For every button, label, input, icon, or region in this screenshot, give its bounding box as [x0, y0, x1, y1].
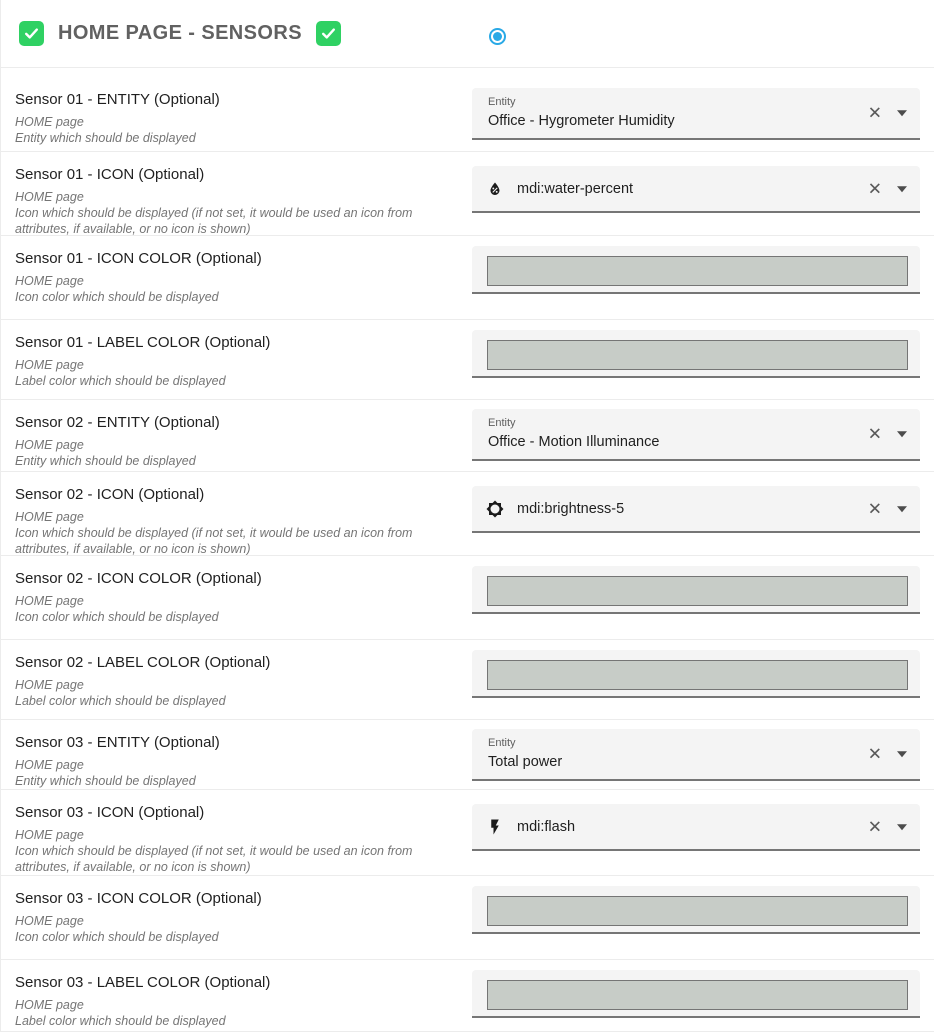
row-description: Icon which should be displayed (if not set, it would be used an icon from attributes, if available, or no icon is shown) [15, 526, 413, 556]
color-text-input[interactable] [487, 256, 908, 286]
row-description: Icon color which should be displayed [15, 610, 219, 624]
row-title: Sensor 01 - ICON (Optional) [15, 166, 205, 183]
config-row-sensor01-entity [1, 68, 934, 152]
config-row-sensor01-label-color [1, 320, 934, 400]
row-description: Icon color which should be displayed [15, 930, 219, 944]
field-label: Entity [488, 96, 516, 108]
check-mark-icon [19, 21, 44, 46]
field-value: Office - Hygrometer Humidity [488, 113, 675, 129]
config-row-sensor03-icon-color [1, 876, 934, 960]
config-row-sensor02-entity [1, 400, 934, 472]
row-subtitle: HOME page [15, 998, 84, 1012]
clear-icon[interactable]: ✕ [867, 424, 882, 444]
row-subtitle: HOME page [15, 914, 84, 928]
chevron-down-icon[interactable] [897, 824, 907, 830]
row-description: Label color which should be displayed [15, 374, 226, 388]
color-field [472, 246, 920, 294]
clear-icon[interactable]: ✕ [867, 103, 882, 123]
row-description: Label color which should be displayed [15, 694, 226, 708]
row-description: Entity which should be displayed [15, 774, 196, 788]
field-value: Total power [488, 754, 563, 770]
config-row-sensor03-entity [1, 720, 934, 790]
row-description: Icon which should be displayed (if not set, it would be used an icon from attributes, if available, or no icon is shown) [15, 206, 413, 236]
color-field [472, 650, 920, 698]
row-description: Icon which should be displayed (if not set, it would be used an icon from attributes, if available, or no icon is shown) [15, 844, 413, 874]
color-text-input[interactable] [487, 340, 908, 370]
chevron-down-icon[interactable] [897, 110, 907, 116]
clear-icon[interactable]: ✕ [867, 179, 882, 198]
color-text-input[interactable] [487, 896, 908, 926]
entity-select[interactable] [472, 88, 920, 140]
entity-select[interactable] [472, 409, 920, 461]
clear-icon[interactable]: ✕ [867, 817, 882, 836]
color-field [472, 330, 920, 378]
radio-button-selected-icon[interactable] [489, 28, 506, 45]
color-field [472, 970, 920, 1018]
color-text-input[interactable] [487, 660, 908, 690]
config-row-sensor03-label-color [1, 960, 934, 1032]
row-title: Sensor 01 - ENTITY (Optional) [15, 91, 220, 108]
row-subtitle: HOME page [15, 358, 84, 372]
flash-icon [486, 818, 504, 836]
row-subtitle: HOME page [15, 758, 84, 772]
row-title: Sensor 03 - ICON (Optional) [15, 804, 205, 821]
check-mark-icon [316, 21, 341, 46]
color-text-input[interactable] [487, 980, 908, 1010]
color-text-input[interactable] [487, 576, 908, 606]
water-percent-icon [486, 180, 504, 198]
chevron-down-icon[interactable] [897, 431, 907, 437]
config-row-sensor03-icon [1, 790, 934, 876]
chevron-down-icon[interactable] [897, 751, 907, 757]
entity-select[interactable] [472, 729, 920, 781]
row-title: Sensor 02 - ICON COLOR (Optional) [15, 570, 262, 587]
row-description: Icon color which should be displayed [15, 290, 219, 304]
row-subtitle: HOME page [15, 190, 84, 204]
row-title: Sensor 02 - ICON (Optional) [15, 486, 205, 503]
section-header [1, 0, 934, 68]
row-title: Sensor 03 - ENTITY (Optional) [15, 734, 220, 751]
color-field [472, 886, 920, 934]
field-value: mdi:flash [517, 818, 576, 835]
config-row-sensor02-icon [1, 472, 934, 556]
clear-icon[interactable]: ✕ [867, 744, 882, 764]
row-subtitle: HOME page [15, 438, 84, 452]
row-title: Sensor 01 - ICON COLOR (Optional) [15, 250, 262, 267]
clear-icon[interactable]: ✕ [867, 499, 882, 518]
row-subtitle: HOME page [15, 510, 84, 524]
brightness-5-icon [486, 500, 504, 518]
icon-select[interactable] [472, 486, 920, 533]
config-row-sensor01-icon-color [1, 236, 934, 320]
row-subtitle: HOME page [15, 828, 84, 842]
icon-select[interactable] [472, 804, 920, 851]
field-value: mdi:water-percent [517, 180, 634, 197]
field-label: Entity [488, 737, 516, 749]
row-title: Sensor 01 - LABEL COLOR (Optional) [15, 334, 271, 351]
row-title: Sensor 03 - ICON COLOR (Optional) [15, 890, 262, 907]
row-subtitle: HOME page [15, 274, 84, 288]
config-row-sensor02-icon-color [1, 556, 934, 640]
row-subtitle: HOME page [15, 678, 84, 692]
icon-select[interactable] [472, 166, 920, 213]
row-description: Entity which should be displayed [15, 454, 196, 468]
row-title: Sensor 03 - LABEL COLOR (Optional) [15, 974, 271, 991]
field-value: mdi:brightness-5 [517, 500, 625, 517]
row-subtitle: HOME page [15, 594, 84, 608]
row-description: Label color which should be displayed [15, 1014, 226, 1028]
field-value: Office - Motion Illuminance [488, 434, 660, 450]
row-subtitle: HOME page [15, 115, 84, 129]
row-title: Sensor 02 - LABEL COLOR (Optional) [15, 654, 271, 671]
chevron-down-icon[interactable] [897, 506, 907, 512]
page-title: HOME PAGE - SENSORS [58, 22, 302, 44]
row-description: Entity which should be displayed [15, 131, 196, 145]
config-row-sensor02-label-color [1, 640, 934, 720]
config-row-sensor01-icon [1, 152, 934, 236]
chevron-down-icon[interactable] [897, 186, 907, 192]
color-field [472, 566, 920, 614]
field-label: Entity [488, 417, 516, 429]
row-title: Sensor 02 - ENTITY (Optional) [15, 414, 220, 431]
